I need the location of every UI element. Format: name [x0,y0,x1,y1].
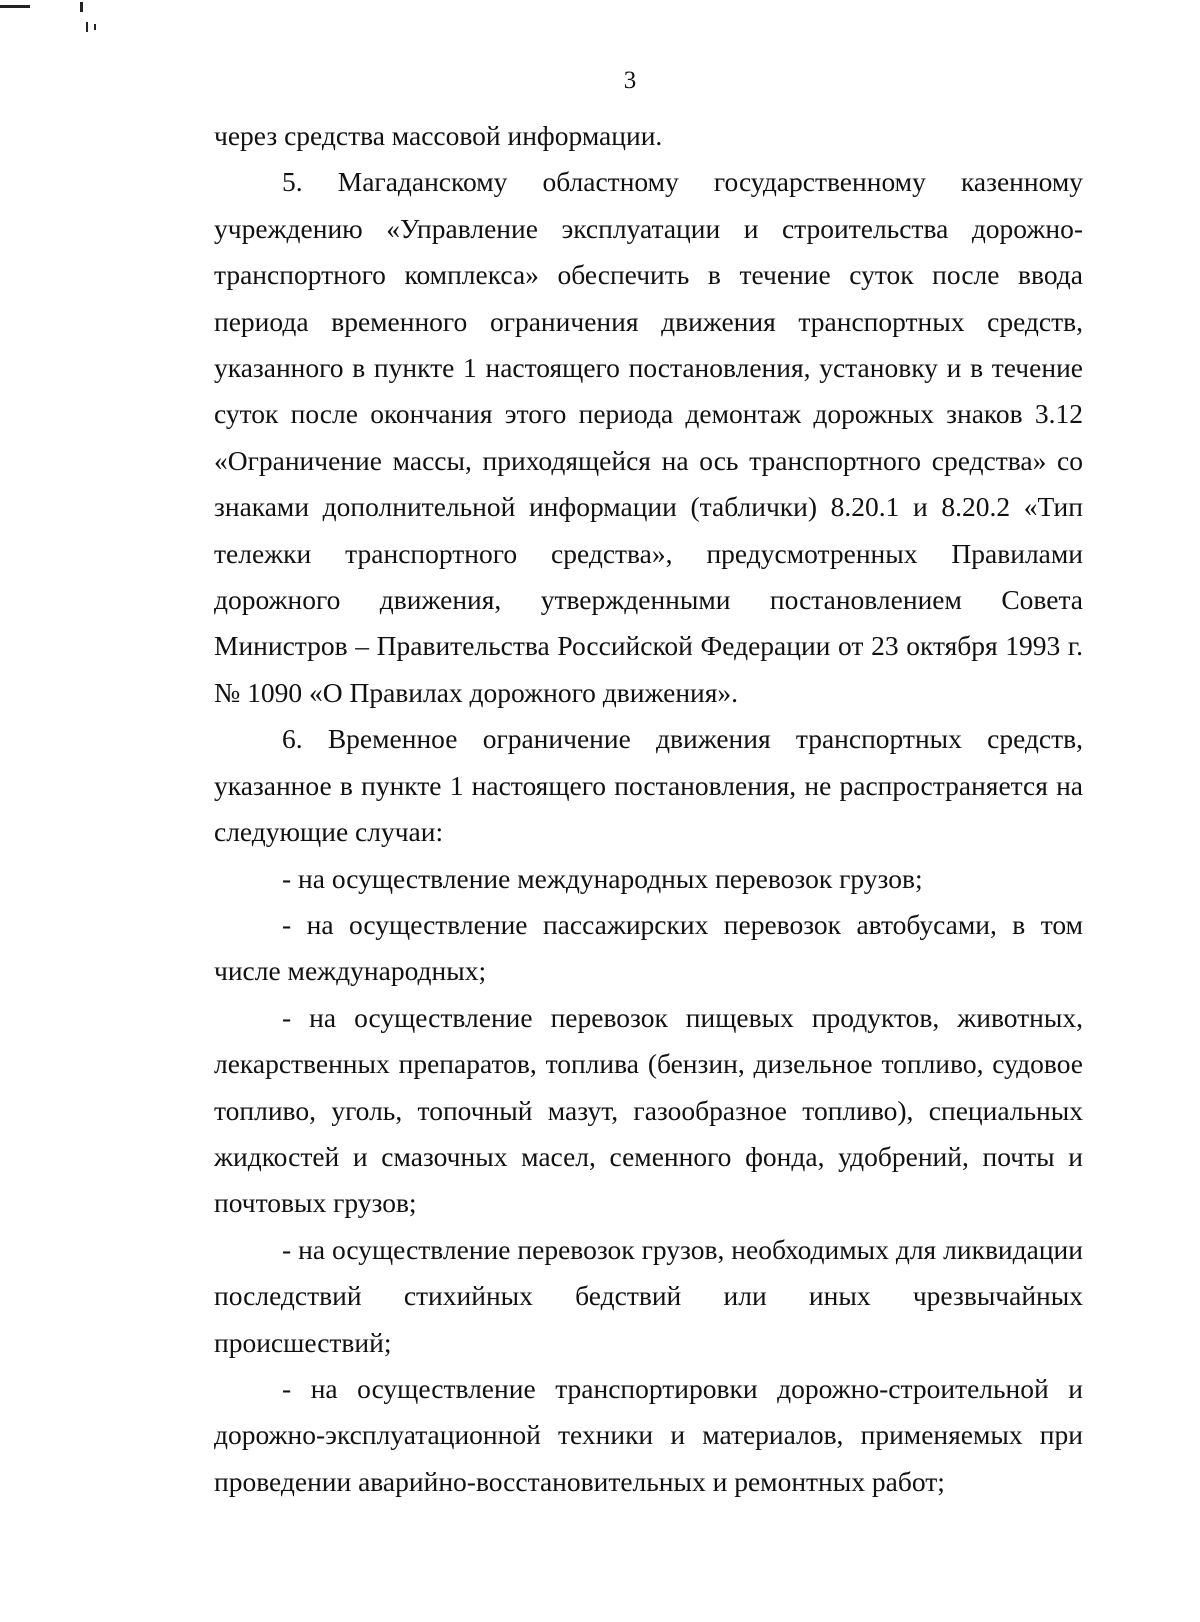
list-item: - на осуществление перевозок пищевых продуктов, животных, лекарственных препаратов, топлива (бензин, дизельное топливо, судовое топливо, уголь, топочный мазут, газообразное топливо), специальных жидкостей и смазочных масел, семенного фонда, удобрений, почты и почтовых грузов; [214,1001,1083,1219]
scan-artifact-marks [0,0,120,40]
paragraph-item-5: 5. Магаданскому областному государственному казенному учреждению «Управление эксплуатации и строительства дорожно-транспортного комплекса» обеспечить в течение суток после ввода периода временного ограничения движения транспортных средств, указанного в пункте 1 настоящего постановления, установку и в течение суток после окончания этого периода демонтаж дорожных знаков 3.12 «Ограничение массы, приходящейся на ось транспортного средства» со знаками дополнительной информации (таблички) 8.20.1 и 8.20.2 «Тип тележки транспортного средства», предусмотренных Правилами дорожного движения, утвержденными постановлением Совета Министров – Правительства Российской Федерации от 23 октября 1993 г. № 1090 «О Правилах дорожного движения». [214,166,1083,708]
document-body [214,113,1083,1505]
list-item: - на осуществление транспортировки дорожно-строительной и дорожно-эксплуатационной техники и материалов, применяемых при проведении аварийно-восстановительных и ремонтных работ; [214,1372,1083,1497]
paragraph-item-6: 6. Временное ограничение движения транспортных средств, указанное в пункте 1 настоящего постановления, не распространяется на следующие случаи: [214,723,1083,848]
list-item: - на осуществление международных перевозок грузов; [282,862,923,894]
list-item: - на осуществление перевозок грузов, необходимых для ликвидации последствий стихийных бедствий или иных чрезвычайных происшествий; [214,1233,1083,1358]
paragraph-continuation: через средства массовой информации. [214,120,663,151]
page-number: 3 [623,67,637,94]
list-item: - на осуществление пассажирских перевозок автобусами, в том числе международных; [214,908,1083,987]
